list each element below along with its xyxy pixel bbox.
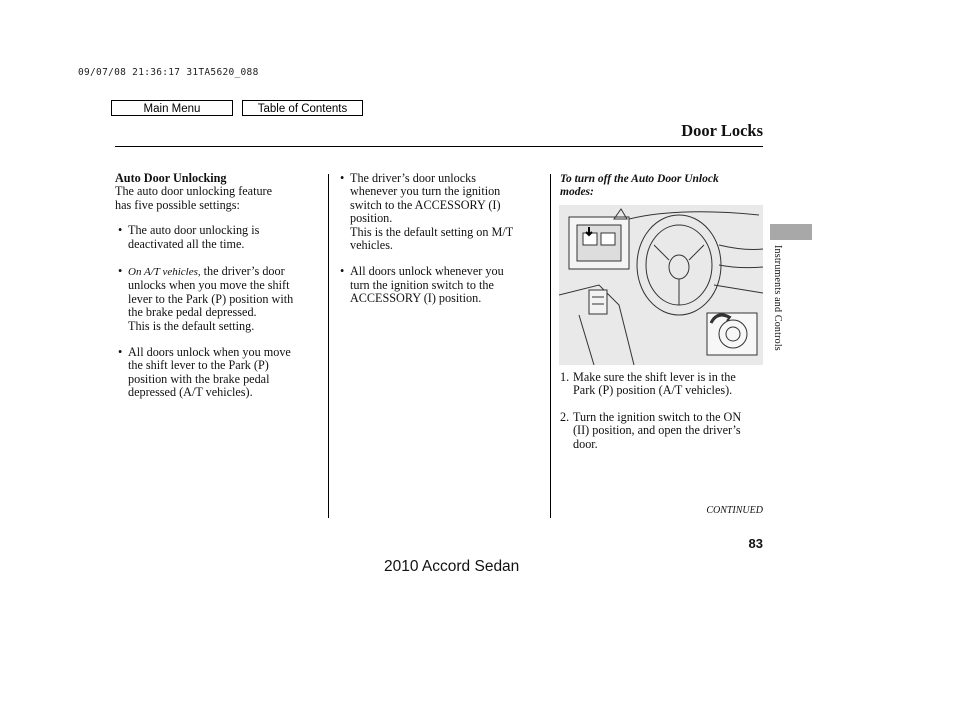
bullet-icon: •: [118, 223, 123, 238]
print-stamp: 09/07/08 21:36:17 31TA5620_088: [78, 67, 259, 78]
instructions-subheading: modes:: [560, 185, 594, 198]
bullet-icon: •: [340, 264, 345, 279]
section-heading: Auto Door Unlocking: [115, 171, 227, 185]
list-item: [115, 224, 325, 251]
list-item: [115, 346, 325, 400]
list-item-line: This is the default setting on M/T: [350, 224, 514, 239]
list-item-line: [128, 265, 325, 279]
bullet-icon: •: [118, 264, 123, 279]
list-item-line: This is the default setting.: [128, 318, 255, 333]
section-tab-marker: [770, 224, 812, 240]
list-item-line: the brake pedal depressed.: [128, 305, 257, 320]
step-line: door.: [573, 436, 598, 451]
step-line: Park (P) position (A/T vehicles).: [573, 383, 733, 398]
column-divider-1: [328, 174, 329, 518]
list-item-line: the shift lever to the Park (P): [128, 358, 269, 373]
bullet-icon: •: [118, 345, 123, 360]
step-item: [560, 371, 765, 398]
main-menu-button[interactable]: Main Menu: [111, 100, 233, 116]
step-line: Make sure the shift lever is in the: [573, 370, 736, 384]
list-item-line: ACCESSORY (I) position.: [350, 291, 482, 306]
list-item-line: The auto door unlocking is: [128, 223, 260, 238]
ignition-illustration: [559, 205, 763, 365]
instructions-subheading: To turn off the Auto Door Unlock: [560, 173, 719, 185]
intro-line: The auto door unlocking feature: [115, 184, 273, 199]
list-item-line: The driver’s door unlocks: [350, 171, 477, 185]
page-title: Door Locks: [681, 121, 763, 140]
step-line: (II) position, and open the driver’s: [573, 423, 741, 438]
step-line: Turn the ignition switch to the ON: [573, 409, 742, 424]
dashboard-drawing: [559, 205, 763, 365]
column-1: [115, 172, 325, 400]
list-item-line: whenever you turn the ignition: [350, 184, 501, 199]
list-item-line: turn the ignition switch to the: [350, 277, 494, 292]
list-item-line: unlocks when you move the shift: [128, 278, 290, 293]
step-number: 1.: [560, 370, 570, 384]
list-item-line: lever to the Park (P) position with: [128, 291, 294, 306]
list-item-line: All doors unlock whenever you: [350, 264, 504, 279]
continued-label: CONTINUED: [706, 505, 763, 516]
bullet-icon: •: [340, 171, 345, 185]
italic-phrase: On A/T vehicles,: [128, 266, 201, 279]
list-item-line: vehicles.: [350, 238, 393, 253]
section-tab-label: Instruments and Controls: [772, 245, 783, 351]
list-item: [337, 265, 547, 305]
list-item-line: switch to the ACCESSORY (I): [350, 197, 501, 212]
column-3-subheading: [560, 173, 765, 198]
intro-line: has five possible settings:: [115, 197, 240, 212]
list-item-line: depressed (A/T vehicles).: [128, 385, 253, 400]
column-2: [337, 172, 547, 306]
column-divider-2: [550, 174, 551, 518]
list-item-line: position with the brake pedal: [128, 371, 270, 386]
footer-model-name: 2010 Accord Sedan: [384, 558, 520, 575]
title-divider: [115, 146, 763, 147]
list-item-line: position.: [350, 211, 393, 226]
text-span: the driver’s door: [200, 264, 285, 279]
list-item-line: All doors unlock when you move: [128, 345, 291, 360]
step-number: 2.: [560, 409, 570, 424]
table-of-contents-button[interactable]: Table of Contents: [242, 100, 363, 116]
column-3-steps: [560, 371, 765, 451]
list-item-line: deactivated all the time.: [128, 236, 245, 251]
page-number: 83: [748, 536, 763, 551]
list-item: [115, 265, 325, 333]
list-item: [337, 172, 547, 252]
step-item: [560, 411, 765, 451]
